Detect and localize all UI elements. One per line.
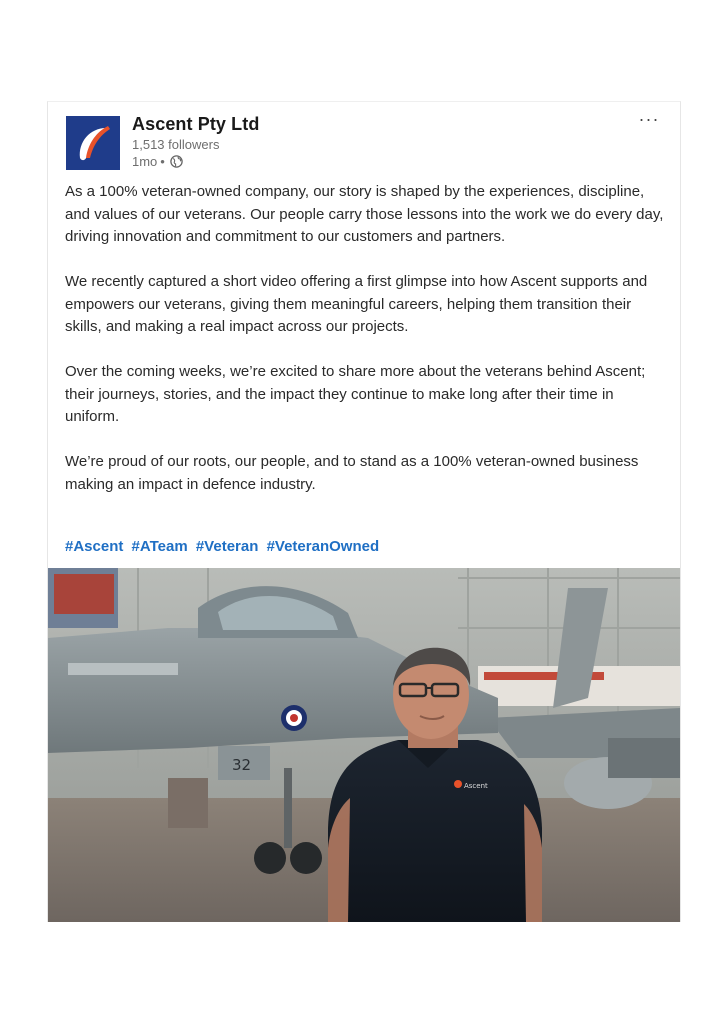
ascent-logo-icon: [66, 116, 120, 170]
hashtag-link[interactable]: #Ascent: [65, 538, 124, 555]
company-logo[interactable]: [66, 116, 120, 170]
hashtag-link[interactable]: #ATeam: [131, 538, 188, 555]
meta-separator: •: [160, 154, 165, 169]
post-paragraph: Over the coming weeks, we’re excited to share more about the veterans behind Ascent; their journeys, stories, and the impact they continue to make long after their time in uniform.: [65, 363, 646, 425]
more-options-button[interactable]: ···: [638, 109, 660, 129]
post-meta: [132, 154, 183, 169]
post-video[interactable]: [48, 568, 680, 922]
post-card: [47, 101, 681, 922]
follower-count: 1,513 followers: [132, 137, 220, 152]
post-time: 1mo: [132, 154, 158, 169]
company-name[interactable]: Ascent Pty Ltd: [132, 114, 260, 134]
hashtag-list: [65, 538, 383, 555]
post-paragraph: As a 100% veteran-owned company, our story is shaped by the experiences, discipline, and values of our veterans. Our people carry those lessons into the work we do every day, driving innovation and commitment to our customers and partners.: [65, 183, 664, 245]
video-thumbnail: [48, 568, 680, 922]
post-body: [65, 181, 669, 519]
aircraft-number: 32: [232, 756, 252, 774]
hashtag-link[interactable]: #Veteran: [195, 538, 259, 555]
shirt-logo: Ascent: [464, 782, 488, 790]
post-header: [48, 102, 680, 174]
hashtag-link[interactable]: #VeteranOwned: [266, 538, 380, 555]
post-paragraph: We recently captured a short video offering a first glimpse into how Ascent supports and empowers our veterans, giving them meaningful careers, helping them transition their skills, and making a real impact across our projects.: [65, 273, 648, 335]
globe-icon: [170, 155, 183, 168]
post-paragraph: We’re proud of our roots, our people, and to stand as a 100% veteran-owned business making an impact in defence industry.: [65, 453, 639, 493]
